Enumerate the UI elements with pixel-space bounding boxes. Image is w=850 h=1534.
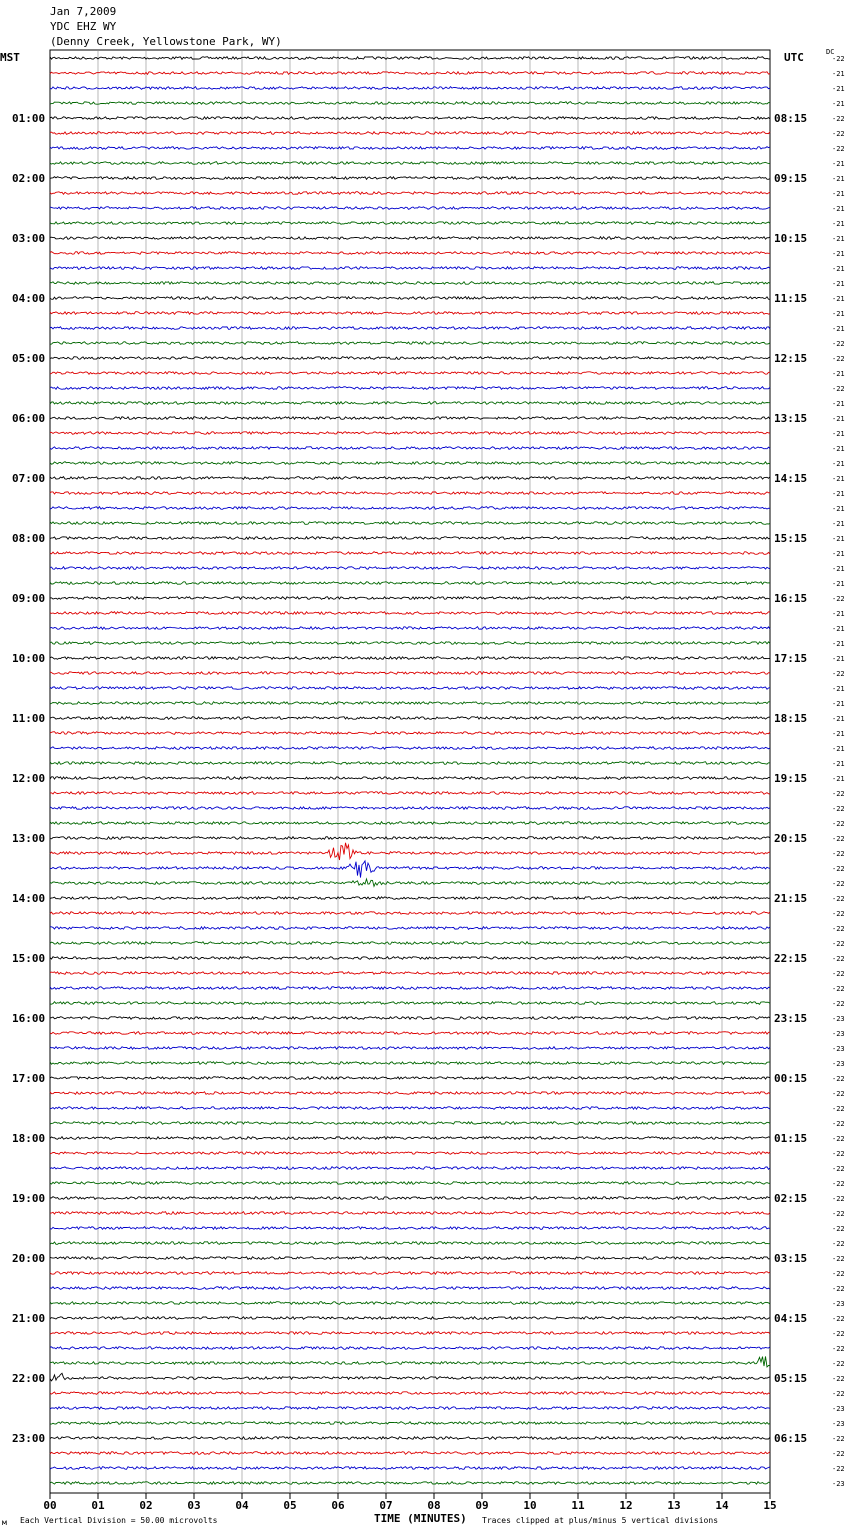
trace-line — [50, 492, 770, 495]
trace-line — [50, 87, 770, 90]
trace-line — [50, 1482, 770, 1485]
trace-line — [50, 567, 770, 570]
trace-line — [50, 861, 770, 878]
plot-frame — [50, 50, 770, 1493]
dc-offset-label: -21 — [832, 205, 845, 213]
trace-line — [50, 1137, 770, 1140]
dc-offset-label: -22 — [832, 1345, 845, 1353]
right-hour-label: 18:15 — [774, 712, 808, 725]
right-hour-label: 23:15 — [774, 1012, 808, 1025]
trace-line — [50, 207, 770, 210]
dc-offset-label: -22 — [832, 1240, 845, 1248]
trace-line — [50, 1452, 770, 1455]
trace-line — [50, 717, 770, 720]
trace-line — [50, 582, 770, 585]
dc-offset-label: -21 — [832, 655, 845, 663]
dc-offset-label: -22 — [832, 925, 845, 933]
trace-line — [50, 1077, 770, 1080]
trace-line — [50, 252, 770, 255]
trace-line — [50, 267, 770, 270]
trace-line — [50, 972, 770, 975]
left-hour-label: 13:00 — [12, 832, 46, 845]
dc-offset-label: -21 — [832, 610, 845, 618]
trace-line — [50, 1357, 770, 1367]
trace-line — [50, 132, 770, 135]
trace-line — [50, 237, 770, 240]
trace-line — [50, 1407, 770, 1410]
dc-offset-label: -21 — [832, 700, 845, 708]
trace-line — [50, 1107, 770, 1110]
dc-offset-label: -22 — [832, 1105, 845, 1113]
trace-line — [50, 1302, 770, 1305]
x-tick-label: 02 — [139, 1499, 153, 1512]
trace-line — [50, 702, 770, 705]
right-hour-label: 16:15 — [774, 592, 808, 605]
dc-offset-label: -21 — [832, 505, 845, 513]
trace-line — [50, 597, 770, 600]
clip-text: Traces clipped at plus/minus 5 vertical divisions — [482, 1516, 719, 1525]
dc-label: DC — [826, 48, 835, 56]
x-tick-label: 07 — [379, 1499, 393, 1512]
dc-offset-label: -21 — [832, 175, 845, 183]
trace-line — [50, 672, 770, 675]
trace-line — [50, 72, 770, 75]
right-hour-label: 09:15 — [774, 172, 808, 185]
trace-line — [50, 1167, 770, 1170]
dc-offset-label: -21 — [832, 475, 845, 483]
dc-offset-label: -21 — [832, 85, 845, 93]
dc-offset-label: -22 — [832, 340, 845, 348]
right-hour-label: 02:15 — [774, 1192, 808, 1205]
dc-offset-label: -22 — [832, 1150, 845, 1158]
date-label: Jan 7,2009 — [50, 5, 117, 18]
dc-offset-label: -23 — [832, 1405, 845, 1413]
dc-offset-label: -22 — [832, 895, 845, 903]
x-tick-label: 11 — [571, 1499, 585, 1512]
x-tick-label: 04 — [235, 1499, 249, 1512]
x-tick-label: 08 — [427, 1499, 441, 1512]
dc-offset-label: -21 — [832, 415, 845, 423]
trace-line — [50, 807, 770, 810]
left-hour-label: 01:00 — [12, 112, 46, 125]
trace-line — [50, 372, 770, 375]
trace-line — [50, 432, 770, 435]
dc-offset-label: -21 — [832, 580, 845, 588]
left-hour-label: 07:00 — [12, 472, 46, 485]
trace-line — [50, 1212, 770, 1215]
left-hour-label: 05:00 — [12, 352, 46, 365]
trace-line — [50, 642, 770, 645]
trace-line — [50, 222, 770, 225]
dc-offset-label: -21 — [832, 190, 845, 198]
trace-line — [50, 1347, 770, 1350]
dc-offset-label: -21 — [832, 685, 845, 693]
dc-offset-label: -22 — [832, 1000, 845, 1008]
x-tick-label: 10 — [523, 1499, 537, 1512]
trace-line — [50, 1032, 770, 1035]
trace-line — [50, 57, 770, 60]
scale-text: Each Vertical Division = 50.00 microvolts — [20, 1516, 218, 1525]
dc-offset-label: -22 — [832, 1330, 845, 1338]
trace-line — [50, 1182, 770, 1185]
x-tick-label: 13 — [667, 1499, 681, 1512]
trace-line — [50, 1257, 770, 1260]
dc-offset-label: -22 — [832, 595, 845, 603]
x-tick-label: 03 — [187, 1499, 201, 1512]
trace-line — [50, 507, 770, 510]
dc-offset-label: -21 — [832, 565, 845, 573]
dc-offset-label: -22 — [832, 1270, 845, 1278]
left-hour-label: 06:00 — [12, 412, 46, 425]
trace-line — [50, 402, 770, 405]
right-hour-label: 01:15 — [774, 1132, 808, 1145]
right-hour-label: 20:15 — [774, 832, 808, 845]
trace-line — [50, 762, 770, 765]
dc-offset-label: -21 — [832, 445, 845, 453]
right-hour-label: 21:15 — [774, 892, 808, 905]
dc-offset-label: -21 — [832, 235, 845, 243]
dc-offset-label: -21 — [832, 310, 845, 318]
dc-offset-label: -22 — [832, 1450, 845, 1458]
dc-offset-label: -22 — [832, 130, 845, 138]
station-label: YDC EHZ WY — [50, 20, 117, 33]
dc-offset-label: -23 — [832, 1060, 845, 1068]
dc-offset-label: -21 — [832, 625, 845, 633]
dc-offset-label: -23 — [832, 1420, 845, 1428]
trace-line — [50, 927, 770, 930]
left-hour-label: 08:00 — [12, 532, 46, 545]
dc-offset-label: -21 — [832, 460, 845, 468]
trace-line — [50, 417, 770, 420]
dc-offset-label: -21 — [832, 430, 845, 438]
dc-offset-label: -22 — [832, 145, 845, 153]
trace-line — [50, 627, 770, 630]
trace-line — [50, 1047, 770, 1050]
trace-line — [50, 1062, 770, 1065]
dc-offset-label: -23 — [832, 1480, 845, 1488]
dc-offset-label: -22 — [832, 1360, 845, 1368]
trace-line — [50, 1392, 770, 1395]
right-hour-label: 22:15 — [774, 952, 808, 965]
trace-line — [50, 387, 770, 390]
trace-line — [50, 537, 770, 540]
trace-line — [50, 192, 770, 195]
dc-offset-label: -22 — [832, 970, 845, 978]
dc-offset-label: -21 — [832, 325, 845, 333]
right-hour-label: 08:15 — [774, 112, 808, 125]
left-zone-label: MST — [0, 51, 20, 64]
dc-offset-label: -21 — [832, 715, 845, 723]
left-hour-label: 03:00 — [12, 232, 46, 245]
dc-offset-label: -22 — [832, 1075, 845, 1083]
trace-line — [50, 522, 770, 525]
dc-offset-label: -22 — [832, 955, 845, 963]
corner-mark: м — [2, 1518, 7, 1527]
dc-offset-label: -22 — [832, 1135, 845, 1143]
trace-line — [50, 1422, 770, 1425]
trace-line — [50, 987, 770, 990]
dc-offset-label: -21 — [832, 265, 845, 273]
dc-offset-label: -21 — [832, 220, 845, 228]
dc-offset-label: -22 — [832, 1390, 845, 1398]
trace-line — [50, 102, 770, 105]
right-hour-label: 11:15 — [774, 292, 808, 305]
trace-line — [50, 777, 770, 780]
dc-offset-label: -22 — [832, 670, 845, 678]
dc-offset-label: -22 — [832, 1435, 845, 1443]
trace-line — [50, 1152, 770, 1155]
dc-offset-label: -22 — [832, 355, 845, 363]
left-hour-label: 22:00 — [12, 1372, 46, 1385]
trace-line — [50, 147, 770, 150]
left-hour-label: 11:00 — [12, 712, 46, 725]
left-hour-label: 12:00 — [12, 772, 46, 785]
left-hour-label: 02:00 — [12, 172, 46, 185]
dc-offset-label: -21 — [832, 400, 845, 408]
left-hour-label: 09:00 — [12, 592, 46, 605]
trace-line — [50, 912, 770, 915]
left-hour-label: 19:00 — [12, 1192, 46, 1205]
trace-line — [50, 297, 770, 300]
trace-line — [50, 462, 770, 465]
trace-line — [50, 477, 770, 480]
trace-line — [50, 879, 770, 886]
trace-line — [50, 822, 770, 825]
dc-offset-label: -22 — [832, 820, 845, 828]
dc-offset-label: -21 — [832, 520, 845, 528]
dc-offset-label: -22 — [832, 115, 845, 123]
x-tick-label: 01 — [91, 1499, 105, 1512]
x-tick-label: 06 — [331, 1499, 345, 1512]
trace-line — [50, 1122, 770, 1125]
dc-offset-label: -22 — [832, 985, 845, 993]
x-tick-label: 14 — [715, 1499, 729, 1512]
location-label: (Denny Creek, Yellowstone Park, WY) — [50, 35, 282, 48]
trace-line — [50, 357, 770, 360]
trace-line — [50, 957, 770, 960]
dc-offset-label: -21 — [832, 550, 845, 558]
dc-offset-label: -21 — [832, 70, 845, 78]
trace-line — [50, 552, 770, 555]
x-tick-label: 05 — [283, 1499, 297, 1512]
dc-offset-label: -22 — [832, 940, 845, 948]
trace-line — [50, 1002, 770, 1005]
right-hour-label: 19:15 — [774, 772, 808, 785]
trace-line — [50, 1287, 770, 1290]
trace-line — [50, 657, 770, 660]
right-hour-label: 04:15 — [774, 1312, 808, 1325]
right-hour-label: 00:15 — [774, 1072, 808, 1085]
dc-offset-label: -22 — [832, 1195, 845, 1203]
left-hour-label: 14:00 — [12, 892, 46, 905]
trace-line — [50, 117, 770, 120]
dc-offset-label: -22 — [832, 1225, 845, 1233]
dc-offset-label: -22 — [832, 1165, 845, 1173]
dc-offset-label: -21 — [832, 730, 845, 738]
trace-line — [50, 942, 770, 945]
dc-offset-label: -23 — [832, 1030, 845, 1038]
dc-offset-label: -21 — [832, 100, 845, 108]
right-hour-label: 06:15 — [774, 1432, 808, 1445]
left-hour-label: 18:00 — [12, 1132, 46, 1145]
dc-offset-label: -22 — [832, 850, 845, 858]
right-hour-label: 12:15 — [774, 352, 808, 365]
trace-line — [50, 1373, 770, 1381]
dc-offset-label: -22 — [832, 1285, 845, 1293]
right-hour-label: 03:15 — [774, 1252, 808, 1265]
trace-line — [50, 687, 770, 690]
x-tick-label: 09 — [475, 1499, 489, 1512]
trace-line — [50, 1437, 770, 1440]
right-hour-label: 15:15 — [774, 532, 808, 545]
right-hour-label: 17:15 — [774, 652, 808, 665]
trace-line — [50, 1242, 770, 1245]
dc-offset-label: -21 — [832, 760, 845, 768]
trace-line — [50, 747, 770, 750]
dc-offset-label: -21 — [832, 775, 845, 783]
dc-offset-label: -23 — [832, 1300, 845, 1308]
dc-offset-label: -22 — [832, 1465, 845, 1473]
left-hour-label: 20:00 — [12, 1252, 46, 1265]
dc-offset-label: -21 — [832, 640, 845, 648]
trace-line — [50, 177, 770, 180]
x-tick-label: 00 — [43, 1499, 57, 1512]
dc-offset-label: -21 — [832, 280, 845, 288]
dc-offset-label: -21 — [832, 160, 845, 168]
trace-line — [50, 843, 770, 860]
left-hour-label: 15:00 — [12, 952, 46, 965]
trace-line — [50, 732, 770, 735]
left-hour-label: 16:00 — [12, 1012, 46, 1025]
trace-line — [50, 1467, 770, 1470]
trace-line — [50, 792, 770, 795]
trace-line — [50, 1272, 770, 1275]
dc-offset-label: -22 — [832, 385, 845, 393]
trace-line — [50, 1332, 770, 1335]
trace-line — [50, 447, 770, 450]
dc-offset-label: -21 — [832, 535, 845, 543]
right-hour-label: 10:15 — [774, 232, 808, 245]
trace-line — [50, 1317, 770, 1320]
dc-offset-label: -22 — [832, 910, 845, 918]
dc-offset-label: -22 — [832, 1315, 845, 1323]
right-zone-label: UTC — [784, 51, 804, 64]
dc-offset-label: -22 — [832, 1255, 845, 1263]
dc-offset-label: -21 — [832, 250, 845, 258]
right-hour-label: 13:15 — [774, 412, 808, 425]
dc-offset-label: -22 — [832, 1180, 845, 1188]
left-hour-label: 17:00 — [12, 1072, 46, 1085]
trace-line — [50, 1092, 770, 1095]
dc-offset-label: -21 — [832, 295, 845, 303]
dc-offset-label: -22 — [832, 1375, 845, 1383]
left-hour-label: 04:00 — [12, 292, 46, 305]
dc-offset-label: -22 — [832, 1090, 845, 1098]
trace-line — [50, 897, 770, 900]
dc-offset-label: -22 — [832, 805, 845, 813]
right-hour-label: 05:15 — [774, 1372, 808, 1385]
trace-line — [50, 1017, 770, 1020]
left-hour-label: 10:00 — [12, 652, 46, 665]
trace-line — [50, 837, 770, 840]
dc-offset-label: -23 — [832, 1045, 845, 1053]
trace-line — [50, 162, 770, 165]
dc-offset-label: -22 — [832, 880, 845, 888]
dc-offset-label: -22 — [832, 790, 845, 798]
dc-offset-label: -22 — [832, 835, 845, 843]
trace-line — [50, 1197, 770, 1200]
dc-offset-label: -22 — [832, 865, 845, 873]
dc-offset-label: -21 — [832, 490, 845, 498]
trace-line — [50, 342, 770, 345]
left-hour-label: 21:00 — [12, 1312, 46, 1325]
dc-offset-label: -22 — [832, 55, 845, 63]
dc-offset-label: -21 — [832, 370, 845, 378]
dc-offset-label: -22 — [832, 1120, 845, 1128]
dc-offset-label: -21 — [832, 745, 845, 753]
x-tick-label: 15 — [763, 1499, 777, 1512]
trace-line — [50, 612, 770, 615]
left-hour-label: 23:00 — [12, 1432, 46, 1445]
dc-offset-label: -22 — [832, 1210, 845, 1218]
right-hour-label: 14:15 — [774, 472, 808, 485]
x-tick-label: 12 — [619, 1499, 633, 1512]
trace-line — [50, 1227, 770, 1230]
trace-line — [50, 327, 770, 330]
x-axis-label: TIME (MINUTES) — [374, 1512, 467, 1525]
trace-line — [50, 282, 770, 285]
dc-offset-label: -23 — [832, 1015, 845, 1023]
trace-line — [50, 312, 770, 315]
